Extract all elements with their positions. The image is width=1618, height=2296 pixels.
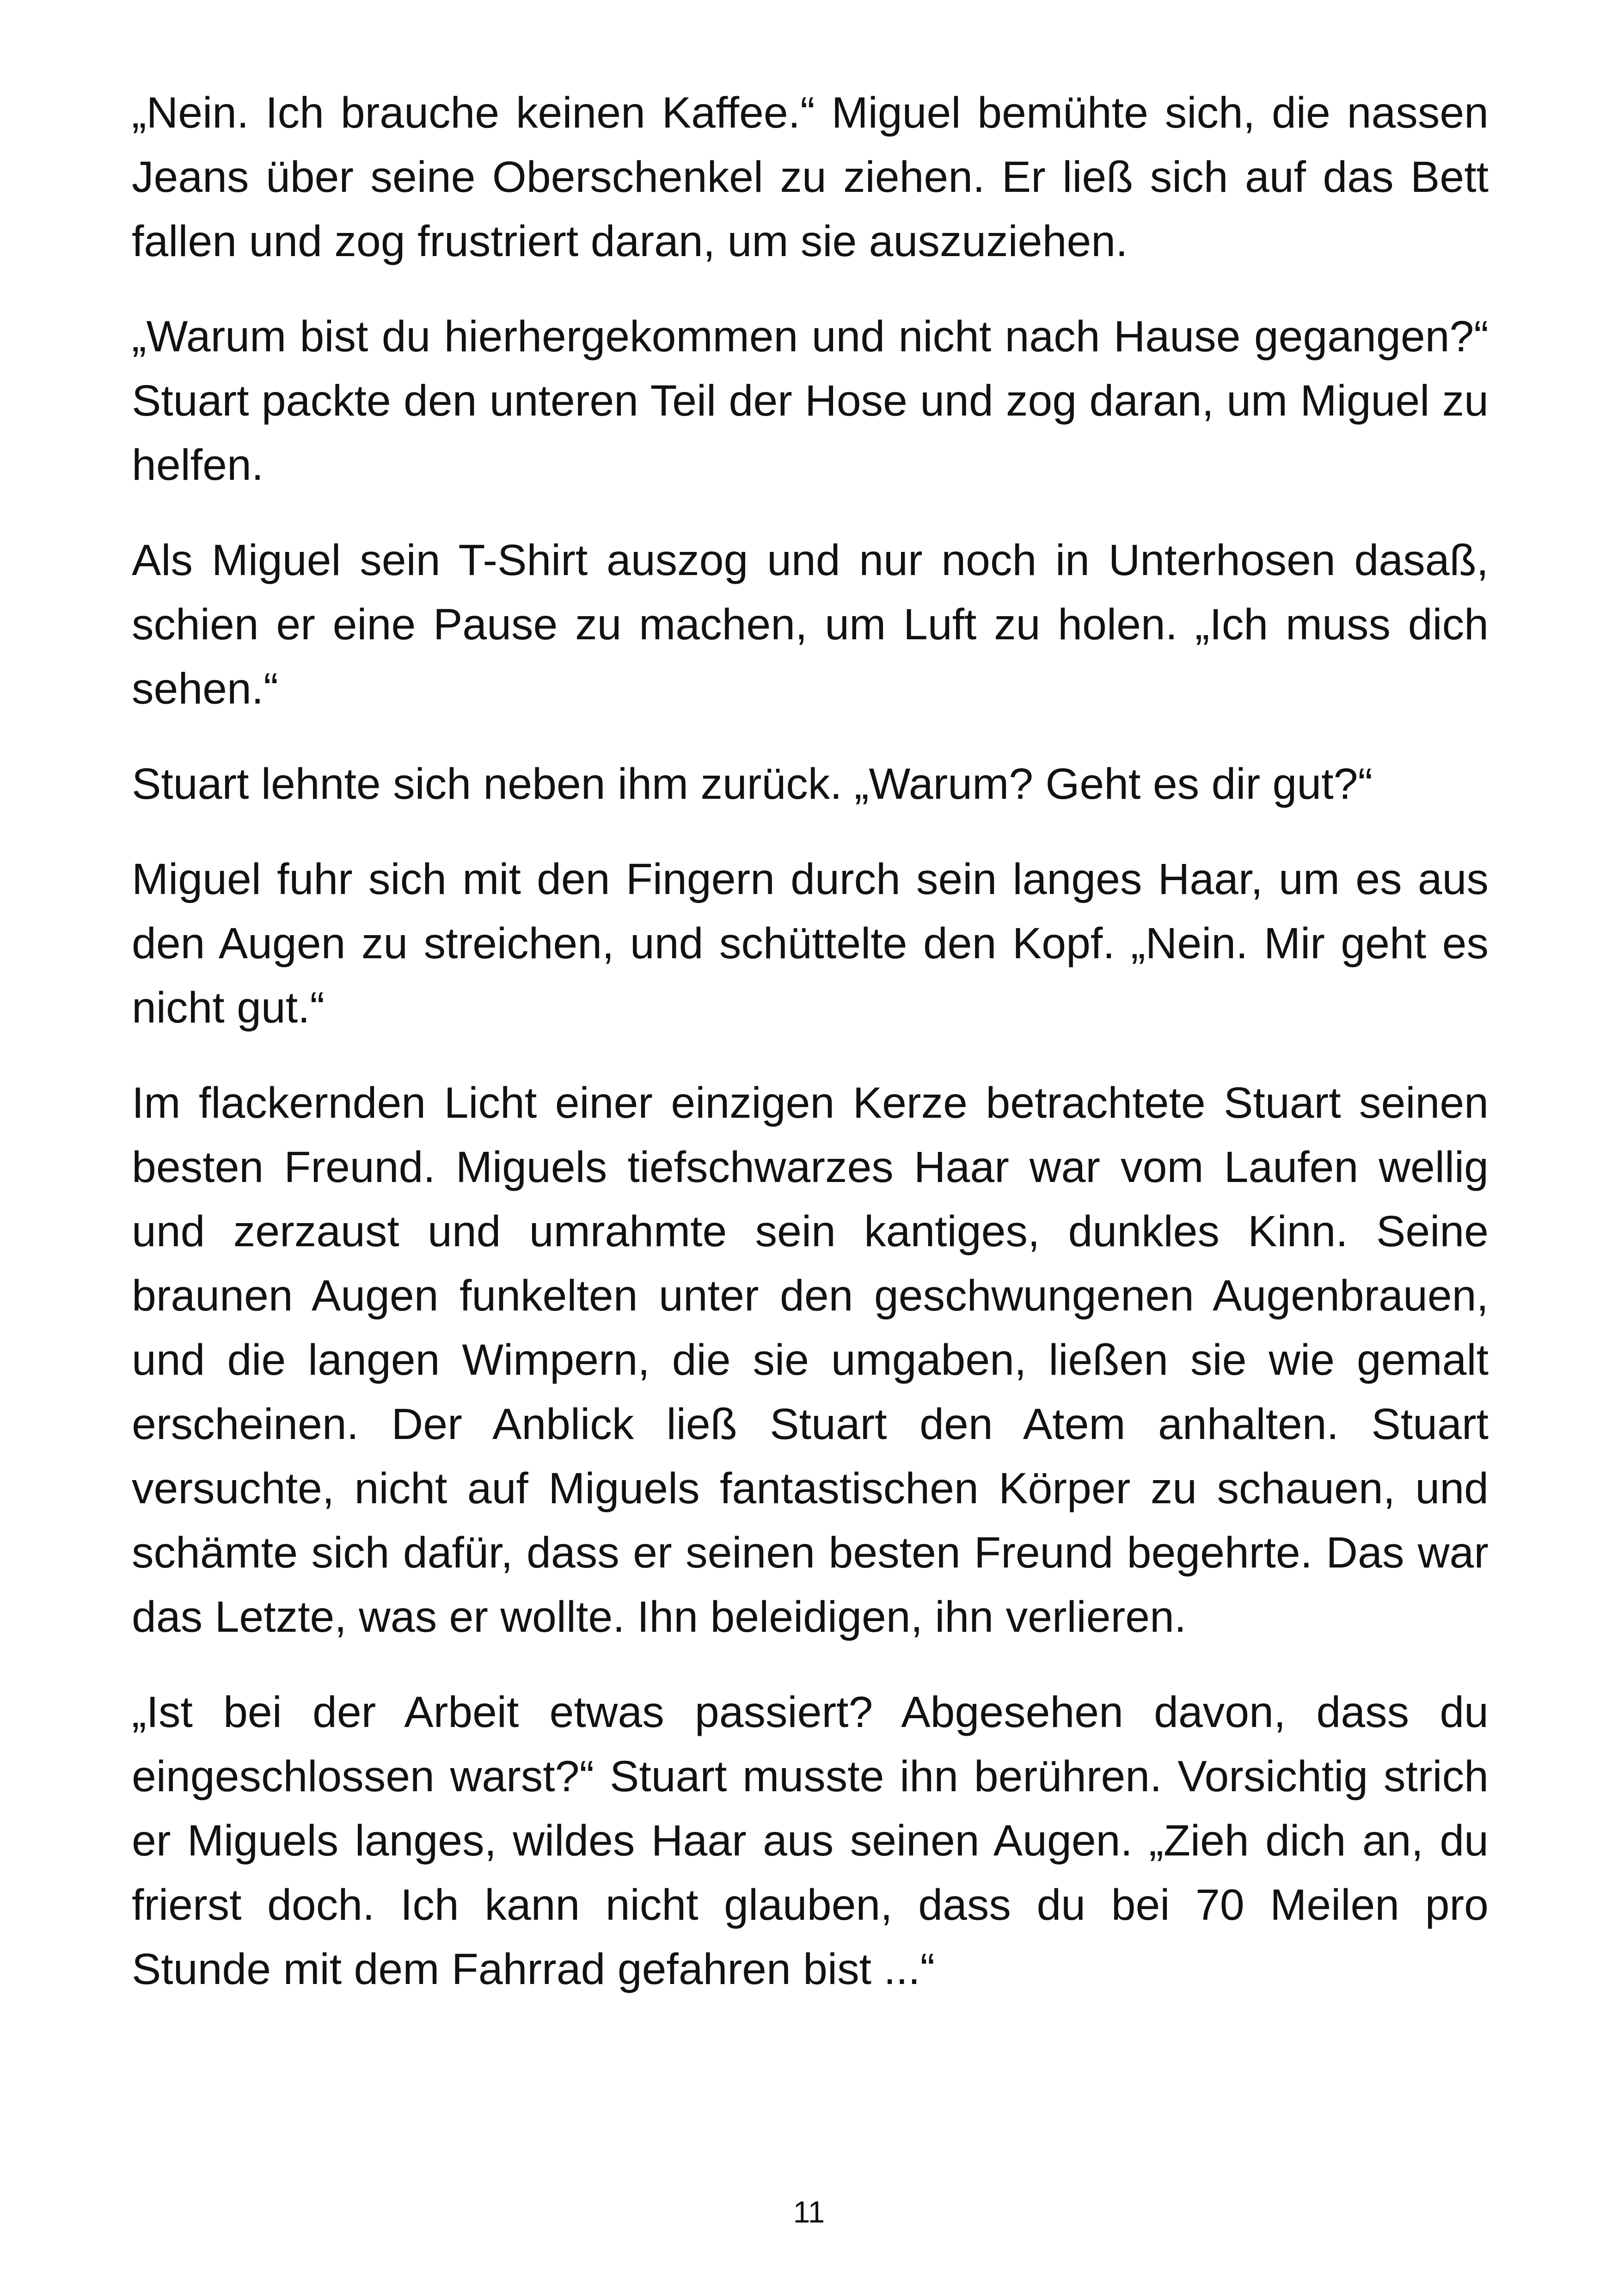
body-text: [132, 81, 1489, 2033]
paragraph: „Ist bei der Arbeit etwas passiert? Abgesehen davon, dass du eingeschlossen warst?“ Stuart musste ihn berühren. Vorsichtig strich er Miguels langes, wildes Haar aus seinen Augen. „Zieh dich an, du frierst doch. Ich kann nicht glauben, dass du bei 70 Meilen pro Stunde mit dem Fahrrad gefahren bist ...“: [132, 1688, 1489, 1994]
page-number: 11: [793, 2195, 825, 2229]
paragraph: „Nein. Ich brauche keinen Kaffee.“ Miguel bemühte sich, die nassen Jeans über seine Oberschenkel zu ziehen. Er ließ sich auf das Bett fallen und zog frustriert daran, um sie auszuziehen.: [132, 88, 1489, 266]
paragraph: Miguel fuhr sich mit den Fingern durch sein langes Haar, um es aus den Augen zu streichen, und schüttelte den Kopf. „Nein. Mir geht es nicht gut.“: [132, 855, 1489, 1032]
paragraph: Als Miguel sein T-Shirt auszog und nur noch in Unterhosen dasaß, schien er eine Pause zu machen, um Luft zu holen. „Ich muss dich sehen.“: [132, 536, 1489, 713]
paragraph: Im flackernden Licht einer einzigen Kerze betrachtete Stuart seinen besten Freund. Miguels tiefschwarzes Haar war vom Laufen wellig und zerzaust und umrahmte sein kantiges, dunkles Kinn. Seine braunen Augen funkelten unter den geschwungenen Augenbrauen, und die langen Wimpern, die sie umgaben, ließen sie wie gemalt erscheinen. Der Anblick ließ Stuart den Atem anhalten. Stuart versuchte, nicht auf Miguels fantastischen Körper zu schauen, und schämte sich dafür, dass er seinen besten Freund begehrte. Das war das Letzte, was er wollte. Ihn beleidigen, ihn verlieren.: [132, 1078, 1489, 1641]
paragraph: „Warum bist du hierhergekommen und nicht nach Hause gegangen?“ Stuart packte den unteren Teil der Hose und zog daran, um Miguel zu helfen.: [132, 312, 1489, 490]
paragraph: Stuart lehnte sich neben ihm zurück. „Warum? Geht es dir gut?“: [132, 759, 1373, 808]
